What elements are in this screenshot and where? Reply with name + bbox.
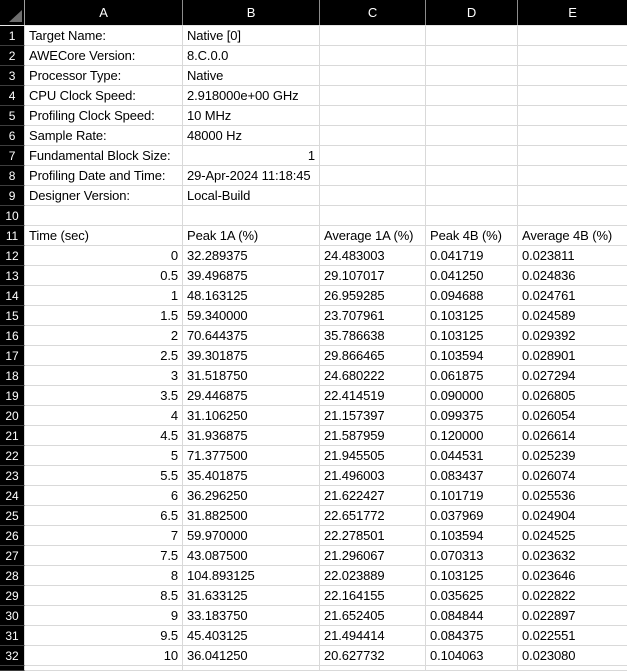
cell-C4[interactable]: [320, 86, 426, 106]
row-header-5[interactable]: 5: [0, 106, 25, 126]
cell-A15[interactable]: 1.5: [25, 306, 183, 326]
cell-C31[interactable]: 21.494414: [320, 626, 426, 646]
cell-E24[interactable]: 0.025536: [518, 486, 627, 506]
cell-A31[interactable]: 9.5: [25, 626, 183, 646]
cell-D6[interactable]: [426, 126, 518, 146]
cell-E14[interactable]: 0.024761: [518, 286, 627, 306]
cell-B19[interactable]: 29.446875: [183, 386, 320, 406]
cell-A16[interactable]: 2: [25, 326, 183, 346]
cell-E15[interactable]: 0.024589: [518, 306, 627, 326]
cell-D27[interactable]: 0.070313: [426, 546, 518, 566]
table-row: [0, 546, 627, 566]
cell-E3[interactable]: [518, 66, 627, 86]
table-row: [0, 526, 627, 546]
row-header-9[interactable]: 9: [0, 186, 25, 206]
row-header-8[interactable]: 8: [0, 166, 25, 186]
cell-D32[interactable]: 0.104063: [426, 646, 518, 666]
row-header-19[interactable]: 19: [0, 386, 25, 406]
table-row: [0, 646, 627, 666]
row-header-10[interactable]: 10: [0, 206, 25, 226]
cell-D28[interactable]: 0.103125: [426, 566, 518, 586]
row-header-29[interactable]: 29: [0, 586, 25, 606]
table-row: [0, 106, 627, 126]
table-row: [0, 426, 627, 446]
table-row: [0, 446, 627, 466]
table-row: [0, 86, 627, 106]
cell-A14[interactable]: 1: [25, 286, 183, 306]
cell-D24[interactable]: 0.101719: [426, 486, 518, 506]
cell-B4[interactable]: 2.918000e+00 GHz: [183, 86, 320, 106]
cell-E7[interactable]: [518, 146, 627, 166]
cell-C15[interactable]: 23.707961: [320, 306, 426, 326]
cell-E6[interactable]: [518, 126, 627, 146]
cell-D33[interactable]: [426, 666, 518, 671]
table-row: [0, 166, 627, 186]
cell-E4[interactable]: [518, 86, 627, 106]
cell-B17[interactable]: 39.301875: [183, 346, 320, 366]
row-header-22[interactable]: 22: [0, 446, 25, 466]
cell-D30[interactable]: 0.084844: [426, 606, 518, 626]
cell-D16[interactable]: 0.103125: [426, 326, 518, 346]
table-row: [0, 386, 627, 406]
cell-C20[interactable]: 21.157397: [320, 406, 426, 426]
cell-A19[interactable]: 3.5: [25, 386, 183, 406]
cell-E18[interactable]: 0.027294: [518, 366, 627, 386]
cell-D19[interactable]: 0.090000: [426, 386, 518, 406]
row-header-11[interactable]: 11: [0, 226, 25, 246]
cell-C16[interactable]: 35.786638: [320, 326, 426, 346]
cell-E10[interactable]: [518, 206, 627, 226]
cell-E26[interactable]: 0.024525: [518, 526, 627, 546]
cell-C5[interactable]: [320, 106, 426, 126]
cell-C28[interactable]: 22.023889: [320, 566, 426, 586]
cell-C19[interactable]: 22.414519: [320, 386, 426, 406]
cell-E25[interactable]: 0.024904: [518, 506, 627, 526]
column-header-b[interactable]: B: [183, 0, 320, 25]
row-header-2[interactable]: 2: [0, 46, 25, 66]
row-header-14[interactable]: 14: [0, 286, 25, 306]
cell-C3[interactable]: [320, 66, 426, 86]
cell-A11[interactable]: Time (sec): [25, 226, 183, 246]
cell-D22[interactable]: 0.044531: [426, 446, 518, 466]
row-header-30[interactable]: 30: [0, 606, 25, 626]
table-row: [0, 186, 627, 206]
table-row: [0, 586, 627, 606]
cell-D11[interactable]: Peak 4B (%): [426, 226, 518, 246]
row-header-1[interactable]: 1: [0, 26, 25, 46]
cell-D17[interactable]: 0.103594: [426, 346, 518, 366]
row-header-25[interactable]: 25: [0, 506, 25, 526]
cell-E8[interactable]: [518, 166, 627, 186]
row-header-4[interactable]: 4: [0, 86, 25, 106]
cell-E11[interactable]: Average 4B (%): [518, 226, 627, 246]
cell-D4[interactable]: [426, 86, 518, 106]
cell-A30[interactable]: 9: [25, 606, 183, 626]
column-header-c[interactable]: C: [320, 0, 426, 25]
cell-A32[interactable]: 10: [25, 646, 183, 666]
cell-A18[interactable]: 3: [25, 366, 183, 386]
cell-C8[interactable]: [320, 166, 426, 186]
cell-A25[interactable]: 6.5: [25, 506, 183, 526]
cell-B25[interactable]: 31.882500: [183, 506, 320, 526]
cell-A2[interactable]: AWECore Version:: [25, 46, 183, 66]
cell-B32[interactable]: 36.041250: [183, 646, 320, 666]
cell-E33[interactable]: [518, 666, 627, 671]
column-header-band: [0, 0, 627, 26]
cell-A17[interactable]: 2.5: [25, 346, 183, 366]
table-row: [0, 226, 627, 246]
cell-B11[interactable]: Peak 1A (%): [183, 226, 320, 246]
cell-E22[interactable]: 0.025239: [518, 446, 627, 466]
cell-B23[interactable]: 35.401875: [183, 466, 320, 486]
row-header-13[interactable]: 13: [0, 266, 25, 286]
cell-B8[interactable]: 29-Apr-2024 11:18:45: [183, 166, 320, 186]
cell-E5[interactable]: [518, 106, 627, 126]
cell-A13[interactable]: 0.5: [25, 266, 183, 286]
row-header-20[interactable]: 20: [0, 406, 25, 426]
cell-E9[interactable]: [518, 186, 627, 206]
table-row: [0, 666, 627, 671]
cell-C17[interactable]: 29.866465: [320, 346, 426, 366]
cell-E31[interactable]: 0.022551: [518, 626, 627, 646]
cell-B27[interactable]: 43.087500: [183, 546, 320, 566]
cell-E13[interactable]: 0.024836: [518, 266, 627, 286]
row-header-32[interactable]: 32: [0, 646, 25, 666]
row-header-33[interactable]: [0, 666, 25, 671]
row-header-24[interactable]: 24: [0, 486, 25, 506]
cell-C18[interactable]: 24.680222: [320, 366, 426, 386]
cell-D2[interactable]: [426, 46, 518, 66]
table-row: [0, 146, 627, 166]
cell-A8[interactable]: Profiling Date and Time:: [25, 166, 183, 186]
cell-B30[interactable]: 33.183750: [183, 606, 320, 626]
cell-C25[interactable]: 22.651772: [320, 506, 426, 526]
cell-E12[interactable]: 0.023811: [518, 246, 627, 266]
table-row: [0, 46, 627, 66]
cell-B18[interactable]: 31.518750: [183, 366, 320, 386]
cell-A27[interactable]: 7.5: [25, 546, 183, 566]
row-header-31[interactable]: 31: [0, 626, 25, 646]
table-row: [0, 206, 627, 226]
cell-A20[interactable]: 4: [25, 406, 183, 426]
cell-A6[interactable]: Sample Rate:: [25, 126, 183, 146]
cell-B2[interactable]: 8.C.0.0: [183, 46, 320, 66]
row-header-18[interactable]: 18: [0, 366, 25, 386]
cell-C11[interactable]: Average 1A (%): [320, 226, 426, 246]
cell-D9[interactable]: [426, 186, 518, 206]
cell-C24[interactable]: 21.622427: [320, 486, 426, 506]
cell-D31[interactable]: 0.084375: [426, 626, 518, 646]
cell-C26[interactable]: 22.278501: [320, 526, 426, 546]
cell-B14[interactable]: 48.163125: [183, 286, 320, 306]
grid-body: [0, 26, 627, 671]
row-header-7[interactable]: 7: [0, 146, 25, 166]
table-row: [0, 306, 627, 326]
table-row: [0, 286, 627, 306]
cell-E16[interactable]: 0.029392: [518, 326, 627, 346]
cell-D25[interactable]: 0.037969: [426, 506, 518, 526]
cell-C10[interactable]: [320, 206, 426, 226]
table-row: [0, 26, 627, 46]
cell-A3[interactable]: Processor Type:: [25, 66, 183, 86]
cell-B7[interactable]: 1: [183, 146, 320, 166]
cell-B12[interactable]: 32.289375: [183, 246, 320, 266]
cell-B10[interactable]: [183, 206, 320, 226]
cell-B33[interactable]: [183, 666, 320, 671]
cell-D18[interactable]: 0.061875: [426, 366, 518, 386]
cell-C27[interactable]: 21.296067: [320, 546, 426, 566]
cell-E1[interactable]: [518, 26, 627, 46]
row-header-27[interactable]: 27: [0, 546, 25, 566]
cell-A4[interactable]: CPU Clock Speed:: [25, 86, 183, 106]
cell-D15[interactable]: 0.103125: [426, 306, 518, 326]
cell-D12[interactable]: 0.041719: [426, 246, 518, 266]
cell-D5[interactable]: [426, 106, 518, 126]
row-header-28[interactable]: 28: [0, 566, 25, 586]
cell-A22[interactable]: 5: [25, 446, 183, 466]
table-row: [0, 326, 627, 346]
column-header-d[interactable]: D: [426, 0, 518, 25]
cell-C29[interactable]: 22.164155: [320, 586, 426, 606]
cell-D13[interactable]: 0.041250: [426, 266, 518, 286]
table-row: [0, 626, 627, 646]
cell-E19[interactable]: 0.026805: [518, 386, 627, 406]
cell-B16[interactable]: 70.644375: [183, 326, 320, 346]
cell-E23[interactable]: 0.026074: [518, 466, 627, 486]
table-row: [0, 366, 627, 386]
table-row: [0, 466, 627, 486]
cell-C21[interactable]: 21.587959: [320, 426, 426, 446]
cell-A7[interactable]: Fundamental Block Size:: [25, 146, 183, 166]
cell-E28[interactable]: 0.023646: [518, 566, 627, 586]
cell-D26[interactable]: 0.103594: [426, 526, 518, 546]
row-header-3[interactable]: 3: [0, 66, 25, 86]
cell-A26[interactable]: 7: [25, 526, 183, 546]
cell-C22[interactable]: 21.945505: [320, 446, 426, 466]
cell-C7[interactable]: [320, 146, 426, 166]
cell-E29[interactable]: 0.022822: [518, 586, 627, 606]
row-header-6[interactable]: 6: [0, 126, 25, 146]
cell-B29[interactable]: 31.633125: [183, 586, 320, 606]
cell-B21[interactable]: 31.936875: [183, 426, 320, 446]
cell-C2[interactable]: [320, 46, 426, 66]
cell-D14[interactable]: 0.094688: [426, 286, 518, 306]
cell-A10[interactable]: [25, 206, 183, 226]
cell-E20[interactable]: 0.026054: [518, 406, 627, 426]
table-row: [0, 606, 627, 626]
column-header-a[interactable]: A: [25, 0, 183, 25]
table-row: [0, 266, 627, 286]
table-row: [0, 486, 627, 506]
cell-A33[interactable]: [25, 666, 183, 671]
cell-D10[interactable]: [426, 206, 518, 226]
cell-C32[interactable]: 20.627732: [320, 646, 426, 666]
cell-C6[interactable]: [320, 126, 426, 146]
select-all-corner[interactable]: [0, 0, 25, 25]
table-row: [0, 246, 627, 266]
cell-B5[interactable]: 10 MHz: [183, 106, 320, 126]
cell-E30[interactable]: 0.022897: [518, 606, 627, 626]
row-header-21[interactable]: 21: [0, 426, 25, 446]
cell-D7[interactable]: [426, 146, 518, 166]
cell-D29[interactable]: 0.035625: [426, 586, 518, 606]
cell-B1[interactable]: Native [0]: [183, 26, 320, 46]
cell-A9[interactable]: Designer Version:: [25, 186, 183, 206]
cell-A5[interactable]: Profiling Clock Speed:: [25, 106, 183, 126]
cell-B15[interactable]: 59.340000: [183, 306, 320, 326]
cell-B31[interactable]: 45.403125: [183, 626, 320, 646]
column-header-e[interactable]: E: [568, 5, 577, 20]
cell-A12[interactable]: 0: [25, 246, 183, 266]
cell-C1[interactable]: [320, 26, 426, 46]
cell-A24[interactable]: 6: [25, 486, 183, 506]
cell-C23[interactable]: 21.496003: [320, 466, 426, 486]
cell-A23[interactable]: 5.5: [25, 466, 183, 486]
cell-B6[interactable]: 48000 Hz: [183, 126, 320, 146]
cell-E27[interactable]: 0.023632: [518, 546, 627, 566]
cell-A21[interactable]: 4.5: [25, 426, 183, 446]
row-header-23[interactable]: 23: [0, 466, 25, 486]
cell-B9[interactable]: Local-Build: [183, 186, 320, 206]
row-header-17[interactable]: 17: [0, 346, 25, 366]
cell-A29[interactable]: 8.5: [25, 586, 183, 606]
cell-B20[interactable]: 31.106250: [183, 406, 320, 426]
cell-B26[interactable]: 59.970000: [183, 526, 320, 546]
cell-B22[interactable]: 71.377500: [183, 446, 320, 466]
cell-C14[interactable]: 26.959285: [320, 286, 426, 306]
row-header-16[interactable]: 16: [0, 326, 25, 346]
cell-C33[interactable]: [320, 666, 426, 671]
cell-E2[interactable]: [518, 46, 627, 66]
cell-B24[interactable]: 36.296250: [183, 486, 320, 506]
row-header-26[interactable]: 26: [0, 526, 25, 546]
cell-A28[interactable]: 8: [25, 566, 183, 586]
cell-B3[interactable]: Native: [183, 66, 320, 86]
row-header-15[interactable]: 15: [0, 306, 25, 326]
cell-D1[interactable]: [426, 26, 518, 46]
row-header-12[interactable]: 12: [0, 246, 25, 266]
cell-D23[interactable]: 0.083437: [426, 466, 518, 486]
cell-C13[interactable]: 29.107017: [320, 266, 426, 286]
cell-D20[interactable]: 0.099375: [426, 406, 518, 426]
cell-B13[interactable]: 39.496875: [183, 266, 320, 286]
cell-E32[interactable]: 0.023080: [518, 646, 627, 666]
cell-D21[interactable]: 0.120000: [426, 426, 518, 446]
select-all-triangle-icon: [9, 10, 22, 22]
cell-B28[interactable]: 104.893125: [183, 566, 320, 586]
cell-A1[interactable]: Target Name:: [25, 26, 183, 46]
table-row: [0, 406, 627, 426]
cell-C9[interactable]: [320, 186, 426, 206]
table-row: [0, 506, 627, 526]
cell-E17[interactable]: 0.028901: [518, 346, 627, 366]
cell-C30[interactable]: 21.652405: [320, 606, 426, 626]
table-row: [0, 566, 627, 586]
cell-C12[interactable]: 24.483003: [320, 246, 426, 266]
table-row: [0, 66, 627, 86]
cell-E21[interactable]: 0.026614: [518, 426, 627, 446]
cell-D3[interactable]: [426, 66, 518, 86]
table-row: [0, 346, 627, 366]
table-row: [0, 126, 627, 146]
cell-D8[interactable]: [426, 166, 518, 186]
